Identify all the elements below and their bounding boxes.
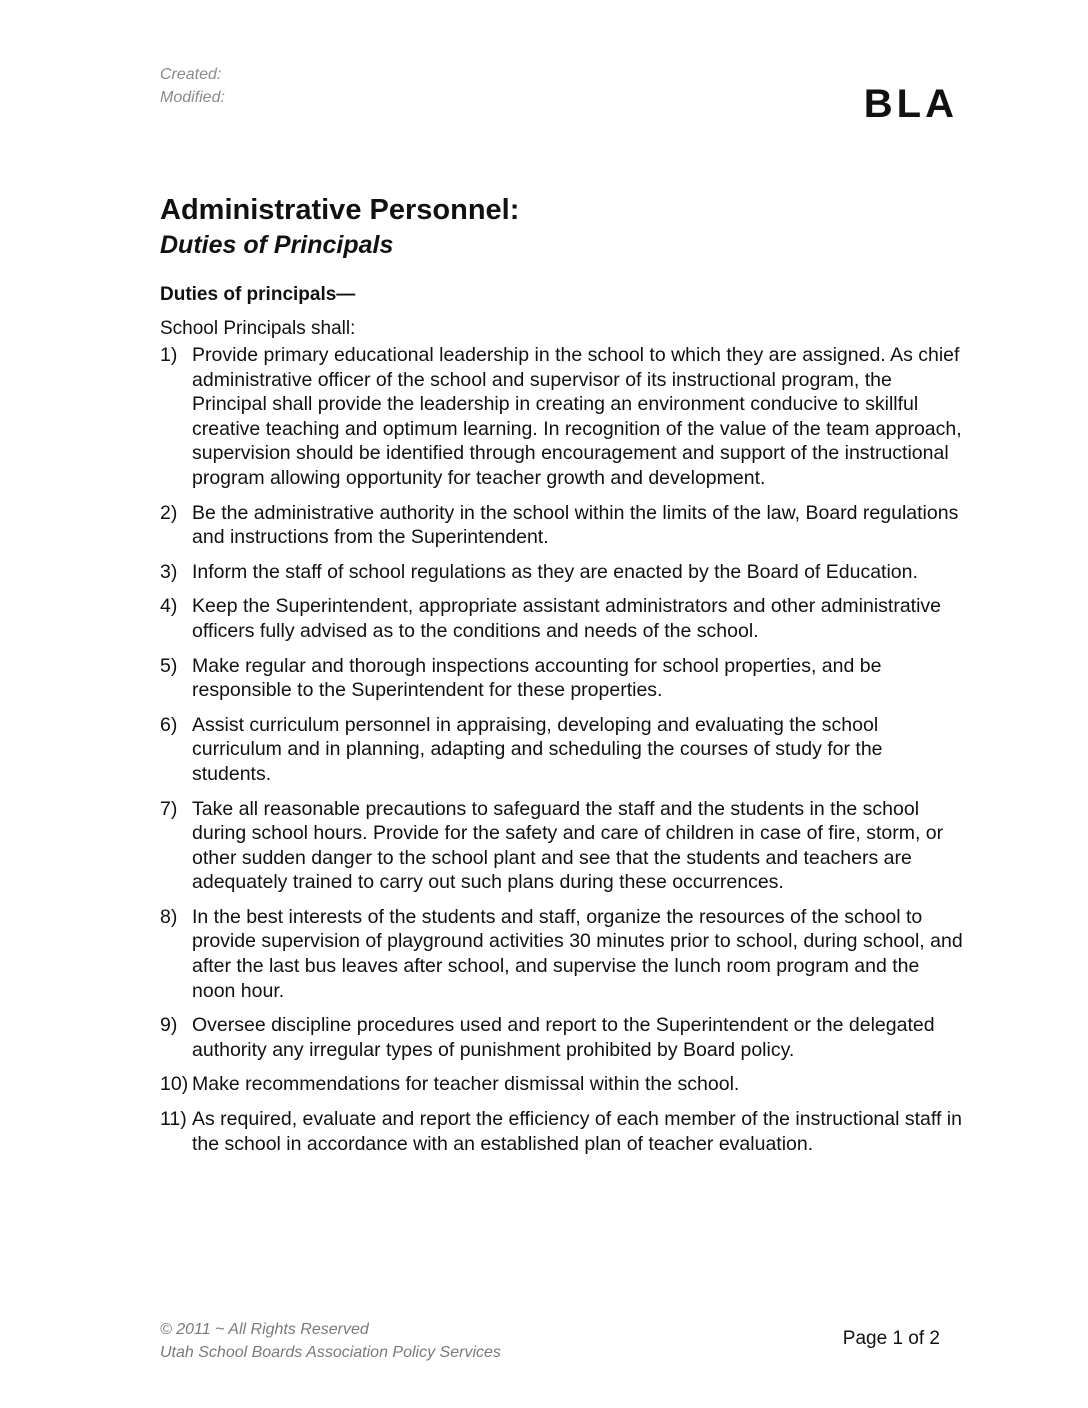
duty-item <box>160 797 965 895</box>
duty-number: 8) <box>160 905 178 928</box>
duty-number: 6) <box>160 713 178 736</box>
duty-item <box>160 654 965 703</box>
policy-code: BLA <box>863 82 958 126</box>
duty-item <box>160 1107 965 1156</box>
duty-number: 4) <box>160 595 178 618</box>
duty-text: Provide primary educational leadership in the school to which they are assigned. As chief administrative officer of the school and supervisor of its instructional program, the Principal shall provide the leadership in creating an environment conducive to skillful creative teaching and optimum learning. In recognition of the value of the team approach, supervision should be identified through encouragement and support of the instructional program allowing opportunity for teacher growth and development. <box>192 344 962 489</box>
duty-number: 10) <box>160 1073 189 1096</box>
duty-item <box>160 905 965 1003</box>
duty-number: 1) <box>160 344 178 366</box>
duty-number: 3) <box>160 560 178 583</box>
duty-number: 7) <box>160 797 178 820</box>
document-title: Administrative Personnel: <box>160 194 520 226</box>
duty-item <box>160 1072 965 1097</box>
document-subtitle: Duties of Principals <box>160 231 394 259</box>
duty-text: Keep the Superintendent, appropriate assistant administrators and other administrative officers fully advised as to the conditions and needs of the school. <box>192 595 942 642</box>
section-intro: School Principals shall: <box>160 318 356 339</box>
duty-text: In the best interests of the students and staff, organize the resources of the school to provide supervision of playground activities 30 minutes prior to school, during school, and after the last bus leaves after school, and supervise the lunch room program and the noon hour. <box>192 905 963 1002</box>
duty-text: Make regular and thorough inspections accounting for school properties, and be responsible to the Superintendent for these properties. <box>192 654 882 702</box>
duty-item <box>160 1013 965 1062</box>
duty-text: Take all reasonable precautions to safeguard the staff and the students in the school during school hours. Provide for the safety and care of children in case of fire, storm, or other sudden danger to the school plant and see that the students and teachers are adequately trained to carry out such plans during these occurrences. <box>192 797 944 894</box>
duty-item <box>160 343 965 491</box>
page-number: Page 1 of 2 <box>842 1328 940 1349</box>
duty-text: Be the administrative authority in the school within the limits of the law, Board regulations and instructions from the Superintendent. <box>192 501 959 549</box>
duty-item <box>160 713 965 787</box>
created-label: Created: <box>160 66 222 83</box>
duty-item <box>160 560 965 585</box>
duty-number: 2) <box>160 501 178 524</box>
document-metadata <box>160 63 225 109</box>
duty-text: As required, evaluate and report the efficiency of each member of the instructional staff in the school in accordance with an established plan of teacher evaluation. <box>192 1108 962 1155</box>
duty-item <box>160 594 965 643</box>
modified-label: Modified: <box>160 89 225 106</box>
footer-credits <box>160 1318 501 1364</box>
title-block <box>160 192 519 262</box>
duty-item <box>160 501 965 550</box>
duty-text: Oversee discipline procedures used and report to the Superintendent or the delegated authority any irregular types of punishment prohibited by Board policy. <box>192 1014 935 1061</box>
duty-number: 5) <box>160 654 178 677</box>
publisher-name: Utah School Boards Association Policy Services <box>160 1344 501 1361</box>
section-heading: Duties of principals— <box>160 284 356 305</box>
duty-number: 11) <box>160 1108 187 1131</box>
duties-list <box>160 343 965 1166</box>
duty-text: Assist curriculum personnel in appraising, developing and evaluating the school curriculum and in planning, adapting and scheduling the courses of study for the students. <box>192 713 883 785</box>
duty-number: 9) <box>160 1014 178 1037</box>
duty-text: Make recommendations for teacher dismissal within the school. <box>192 1073 740 1096</box>
copyright-notice: © 2011 ~ All Rights Reserved <box>160 1321 369 1338</box>
duty-text: Inform the staff of school regulations as they are enacted by the Board of Education. <box>192 560 918 583</box>
